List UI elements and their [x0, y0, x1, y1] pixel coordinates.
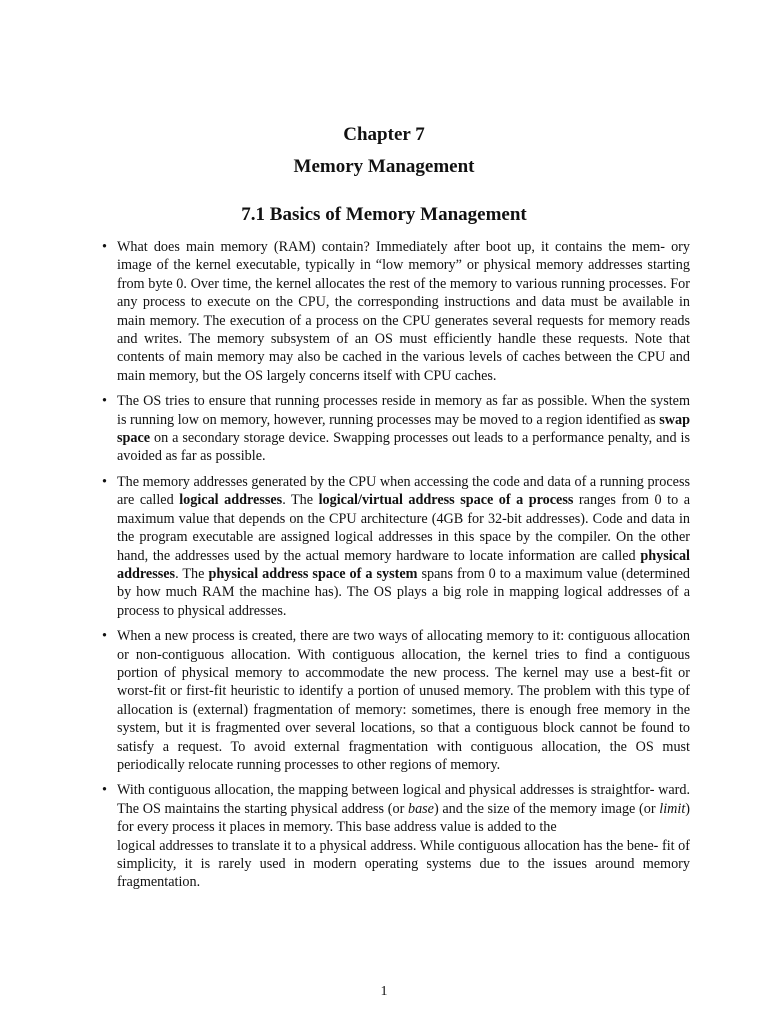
- bullet-marker: •: [102, 239, 107, 255]
- paragraph-text: When a new process is created, there are two ways of allocating memory to it: contiguous allocation or non-contiguous allocation. With contiguous allocation, the kernel tries to find a contiguous portion of physical memory to accommodate the new process. The kernel may use a best-fit or worst-fit or first-fit heuristic to identify a portion of unused memory. The problem with this type of allocation is (external) fragmentation of memory: sometimes, there is enough free memory in the system, but it is fragmented over several locations, so that a contiguous block cannot be found to satisfy a request. To avoid external fragmentation with contiguous allocation, the OS must periodically relocate running processes to other regions of memory.: [117, 628, 690, 773]
- term-limit: limit: [659, 800, 686, 817]
- bullet-item-address-spaces: [100, 473, 690, 620]
- term-logical-address-space: logical/virtual address space of a process: [318, 492, 574, 509]
- paragraph-text: The OS tries to ensure that running processes reside in memory as far as possible. When the system is running low on memory, however, running processes may be moved to a region identified as swap space on a secondary storage device. Swapping processes out leads to a performance penalty, and is avoided as far as possible.: [117, 393, 691, 465]
- bullet-marker: •: [102, 393, 107, 410]
- paragraph-text: The memory addresses generated by the CPU when accessing the code and data of a running process are called logical addresses. The logical/virtual address space of a process ranges from 0 to a maximum value that depends on the CPU architecture (4GB for 32-bit addresses). Code and data in the program executable are assigned logical addresses in this space by the compiler. On the other hand, the addresses used by the actual memory hardware to locate information are called physical addresses. The physical address space of a system spans from 0 to a maximum value (determined by how much RAM the machine has). The OS plays a big role in mapping logical addresses of a process to physical addresses.: [117, 473, 690, 619]
- chapter-number: Chapter 7: [343, 124, 425, 145]
- bullet-marker: •: [102, 628, 107, 645]
- term-base: base: [407, 800, 434, 817]
- bullet-item-main-memory: [100, 238, 690, 385]
- chapter-title: Memory Management: [293, 156, 475, 177]
- bullet-list: [100, 238, 690, 899]
- paragraph-text: With contiguous allocation, the mapping between logical and physical addresses is straightfor- ward. The OS maintains the starting physical address (or base) and the size of the memory image (or limit) for every process it places in memory. This base address value is added to the: [117, 782, 690, 836]
- paragraph-text: What does main memory (RAM) contain? Immediately after boot up, it contains the mem- ory image of the kernel executable, typically in “low memory” or physical memory addresses starting from byte 0. Over time, the kernel allocates the rest of the memory to various running processes. For any process to execute on the CPU, the corresponding instructions and data must be available in main memory. The execution of a process on the CPU generates several requests for memory reads and writes. The memory subsystem of an OS must efficiently handle these requests. Note that contents of main memory may also be cached in the various levels of caches between the CPU and main memory, but the OS largely concerns itself with CPU caches.: [117, 239, 690, 384]
- term-logical-addresses: logical addresses: [179, 492, 283, 509]
- bullet-item-base-limit: [100, 781, 690, 891]
- bullet-marker: •: [102, 782, 107, 799]
- term-physical-address-space: physical address space of a system: [208, 565, 418, 582]
- section-title: 7.1 Basics of Memory Management: [241, 204, 527, 225]
- bullet-item-contiguous-allocation: [100, 627, 690, 774]
- term-physical-addresses: physical addresses: [117, 547, 690, 582]
- term-swap-space: swap space: [117, 411, 691, 447]
- bullet-marker: •: [102, 473, 107, 490]
- paragraph-text-continued: logical addresses to translate it to a physical address. While contiguous allocation has the bene- fit of simplicity, it is rarely used in modern operating systems due to the issues around memory fragmentation.: [117, 837, 690, 891]
- page-number: 1: [380, 984, 388, 999]
- bullet-item-swap-space: [100, 392, 690, 466]
